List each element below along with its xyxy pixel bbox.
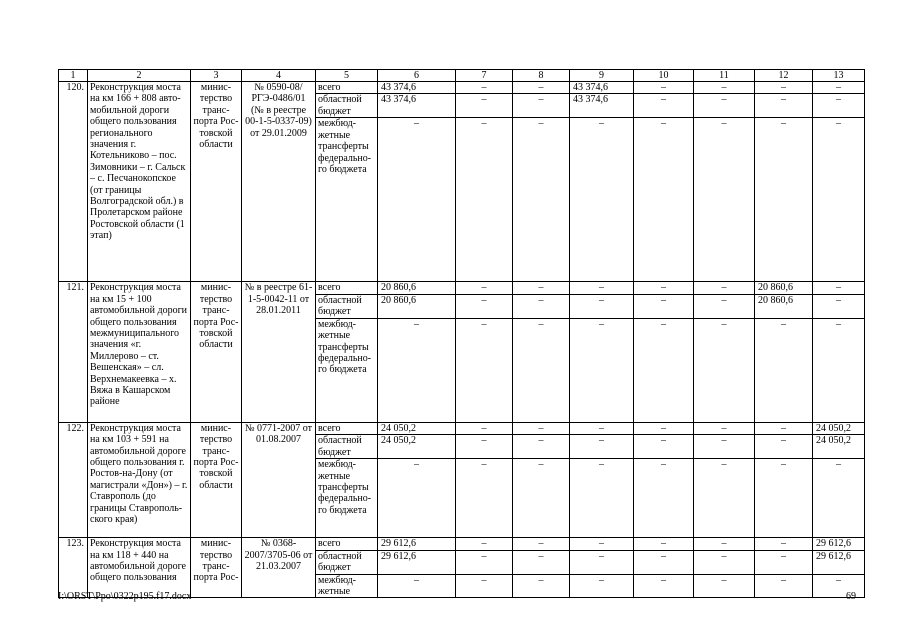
amount-cell: – xyxy=(694,435,755,459)
funding-source-label: всего xyxy=(316,538,378,550)
amount-cell: – xyxy=(755,82,813,94)
amount-cell: – xyxy=(513,94,570,118)
amount-cell: – xyxy=(755,118,813,282)
amount-cell: – xyxy=(378,318,456,422)
column-number: 7 xyxy=(456,70,513,82)
amount-cell: 20 860,6 xyxy=(755,294,813,318)
amount-cell: – xyxy=(456,118,513,282)
amount-cell: – xyxy=(456,294,513,318)
amount-cell: – xyxy=(755,550,813,574)
amount-cell: 20 860,6 xyxy=(755,282,813,294)
document-reference: № 0771-2007 от 01.08.2007 xyxy=(242,422,316,537)
funding-source-label: областной бюджет xyxy=(316,550,378,574)
column-number: 1 xyxy=(59,70,88,82)
amount-cell: 20 860,6 xyxy=(378,294,456,318)
amount-cell: – xyxy=(694,574,755,598)
amount-cell: – xyxy=(456,82,513,94)
amount-cell: 29 612,6 xyxy=(378,550,456,574)
amount-cell: – xyxy=(513,318,570,422)
amount-cell: – xyxy=(634,459,694,538)
amount-cell: – xyxy=(513,118,570,282)
amount-cell: – xyxy=(694,550,755,574)
amount-cell: – xyxy=(570,538,634,550)
column-number: 8 xyxy=(513,70,570,82)
amount-cell: – xyxy=(634,538,694,550)
column-number: 4 xyxy=(242,70,316,82)
amount-cell: – xyxy=(456,94,513,118)
amount-cell: – xyxy=(456,422,513,434)
row-number: 120. xyxy=(59,82,88,282)
amount-cell: – xyxy=(694,282,755,294)
amount-cell: – xyxy=(694,422,755,434)
amount-cell: – xyxy=(570,118,634,282)
amount-cell: – xyxy=(570,550,634,574)
amount-cell: – xyxy=(456,435,513,459)
column-number: 11 xyxy=(694,70,755,82)
amount-cell: – xyxy=(513,422,570,434)
amount-cell: – xyxy=(570,435,634,459)
page-number: 69 xyxy=(846,591,856,602)
amount-cell: – xyxy=(755,318,813,422)
amount-cell: – xyxy=(513,294,570,318)
column-number: 10 xyxy=(634,70,694,82)
amount-cell: – xyxy=(570,459,634,538)
amount-cell: – xyxy=(694,318,755,422)
column-number: 12 xyxy=(755,70,813,82)
amount-cell: – xyxy=(755,574,813,598)
amount-cell: – xyxy=(813,94,865,118)
amount-cell: – xyxy=(634,318,694,422)
amount-cell: – xyxy=(634,94,694,118)
table-row xyxy=(59,82,865,94)
amount-cell: – xyxy=(813,118,865,282)
amount-cell: 43 374,6 xyxy=(378,82,456,94)
amount-cell: 20 860,6 xyxy=(378,282,456,294)
funding-source-label: всего xyxy=(316,422,378,434)
object-name: Реконструкция моста на км 103 + 591 на автомобильной дороге общего пользования г. Ростов-на-Дону (от магистрали «Дон») – г. Ставрополь (до границы Ставрополь-ского края) xyxy=(88,422,191,537)
amount-cell: – xyxy=(570,318,634,422)
amount-cell: – xyxy=(755,538,813,550)
table-row xyxy=(59,538,865,550)
amount-cell: – xyxy=(513,282,570,294)
amount-cell: – xyxy=(456,318,513,422)
column-number: 2 xyxy=(88,70,191,82)
funding-source-label: межбюд-жетные трансферты федерально-го бюджета xyxy=(316,459,378,538)
amount-cell: – xyxy=(694,82,755,94)
amount-cell: – xyxy=(694,94,755,118)
amount-cell: – xyxy=(570,294,634,318)
funding-source-label: областной бюджет xyxy=(316,94,378,118)
row-number: 121. xyxy=(59,282,88,422)
document-reference: № в реестре 61-1-5-0042-11 от 28.01.2011 xyxy=(242,282,316,422)
amount-cell: – xyxy=(456,282,513,294)
amount-cell: – xyxy=(813,82,865,94)
amount-cell: 43 374,6 xyxy=(378,94,456,118)
amount-cell: 43 374,6 xyxy=(570,82,634,94)
object-name: Реконструкция моста на км 166 + 808 авто-мобильной дороги общего пользования регионального значения г. Котельниково – пос. Зимовники – г. Сальск – с. Песчанокопское (от границы Волгоградской обл.) в Пролетарском районе Ростовской области (1 этап) xyxy=(88,82,191,282)
funding-source-label: межбюд-жетные трансферты федерально-го бюджета xyxy=(316,118,378,282)
amount-cell: – xyxy=(570,574,634,598)
row-number: 122. xyxy=(59,422,88,537)
amount-cell: – xyxy=(694,118,755,282)
object-name: Реконструкция моста на км 15 + 100 автомобильной дороги общего пользования межмуниципального значения «г. Миллерово – ст. Вешенская» – сл. Верхнемакеевка – х. Вяжа в Кашарском районе xyxy=(88,282,191,422)
responsible-ministry: минис-терство транс-порта Рос-товской области xyxy=(191,82,242,282)
column-number: 9 xyxy=(570,70,634,82)
amount-cell: – xyxy=(570,422,634,434)
column-number-row xyxy=(59,70,865,82)
amount-cell: – xyxy=(813,294,865,318)
amount-cell: 29 612,6 xyxy=(813,550,865,574)
document-reference: № 0368-2007/3705-06 от 21.03.2007 xyxy=(242,538,316,598)
amount-cell: – xyxy=(513,538,570,550)
column-number: 5 xyxy=(316,70,378,82)
amount-cell: – xyxy=(694,294,755,318)
funding-table xyxy=(58,69,865,598)
amount-cell: – xyxy=(634,82,694,94)
amount-cell: – xyxy=(634,294,694,318)
amount-cell: – xyxy=(513,574,570,598)
table-body xyxy=(59,70,865,598)
amount-cell: – xyxy=(694,538,755,550)
column-number: 6 xyxy=(378,70,456,82)
amount-cell: 29 612,6 xyxy=(813,538,865,550)
amount-cell: – xyxy=(755,435,813,459)
amount-cell: – xyxy=(456,459,513,538)
amount-cell: – xyxy=(813,574,865,598)
amount-cell: – xyxy=(456,550,513,574)
amount-cell: – xyxy=(755,422,813,434)
amount-cell: – xyxy=(813,318,865,422)
amount-cell: – xyxy=(378,574,456,598)
amount-cell: – xyxy=(513,82,570,94)
responsible-ministry: минис-терство транс-порта Рос- xyxy=(191,538,242,598)
amount-cell: – xyxy=(634,282,694,294)
funding-source-label: областной бюджет xyxy=(316,294,378,318)
responsible-ministry: минис-терство транс-порта Рос-товской области xyxy=(191,422,242,537)
file-path-footer: I:\ORST\Ppo\0322p195.f17.docx xyxy=(58,591,192,602)
responsible-ministry: минис-терство транс-порта Рос-товской области xyxy=(191,282,242,422)
amount-cell: 29 612,6 xyxy=(378,538,456,550)
column-number: 3 xyxy=(191,70,242,82)
amount-cell: – xyxy=(755,459,813,538)
amount-cell: 24 050,2 xyxy=(813,435,865,459)
amount-cell: – xyxy=(634,118,694,282)
amount-cell: – xyxy=(813,459,865,538)
amount-cell: – xyxy=(755,94,813,118)
amount-cell: – xyxy=(456,574,513,598)
funding-source-label: всего xyxy=(316,82,378,94)
amount-cell: 24 050,2 xyxy=(378,422,456,434)
amount-cell: 43 374,6 xyxy=(570,94,634,118)
table-row xyxy=(59,422,865,434)
amount-cell: – xyxy=(456,538,513,550)
amount-cell: – xyxy=(694,459,755,538)
amount-cell: – xyxy=(813,282,865,294)
funding-source-label: межбюд-жетные xyxy=(316,574,378,598)
funding-source-label: областной бюджет xyxy=(316,435,378,459)
amount-cell: – xyxy=(513,435,570,459)
amount-cell: – xyxy=(513,459,570,538)
column-number: 13 xyxy=(813,70,865,82)
row-number: 123. xyxy=(59,538,88,598)
table-row xyxy=(59,282,865,294)
object-name: Реконструкция моста на км 118 + 440 на автомобильной дороге общего пользования xyxy=(88,538,191,598)
amount-cell: – xyxy=(378,459,456,538)
funding-source-label: всего xyxy=(316,282,378,294)
amount-cell: – xyxy=(634,550,694,574)
document-reference: № 0590-08/ РГЭ-0486/01 (№ в реестре 00-1-5-0337-09) от 29.01.2009 xyxy=(242,82,316,282)
amount-cell: 24 050,2 xyxy=(378,435,456,459)
amount-cell: – xyxy=(634,435,694,459)
amount-cell: – xyxy=(570,282,634,294)
amount-cell: – xyxy=(513,550,570,574)
amount-cell: – xyxy=(378,118,456,282)
amount-cell: – xyxy=(634,422,694,434)
amount-cell: – xyxy=(634,574,694,598)
amount-cell: 24 050,2 xyxy=(813,422,865,434)
funding-source-label: межбюд-жетные трансферты федерально-го бюджета xyxy=(316,318,378,422)
